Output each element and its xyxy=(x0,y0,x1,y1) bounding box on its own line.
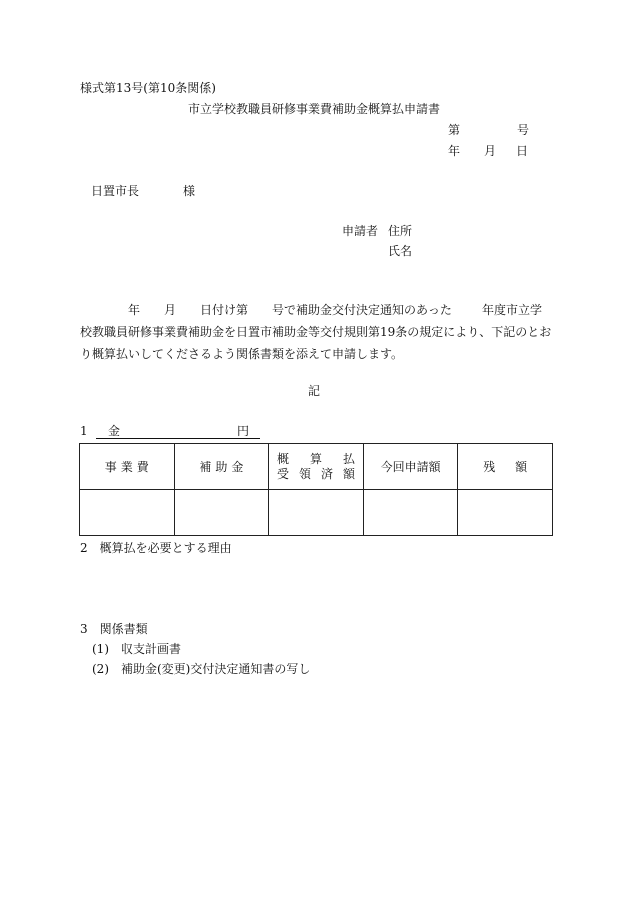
table-header-row xyxy=(80,444,553,490)
item2-reason-heading: 2 概算払を必要とする理由 xyxy=(80,541,232,555)
value-zangaku xyxy=(458,490,553,536)
header-gaisanbarai-line1: 概 算 払 xyxy=(276,451,355,466)
item3-documents-heading: 3 関係書類 xyxy=(80,622,148,636)
name-label: 氏名 xyxy=(388,244,413,258)
date-year: 年 xyxy=(448,144,461,158)
header-gaisanbarai xyxy=(269,444,364,490)
header-jigyohi-text: 事 業 費 xyxy=(104,460,149,474)
value-hojokin xyxy=(174,490,269,536)
body-month: 月 xyxy=(164,303,177,317)
ki-heading: 記 xyxy=(308,384,321,398)
value-konkai xyxy=(363,490,458,536)
header-zangaku xyxy=(458,444,553,490)
attachment-item: (2) 補助金(変更)交付決定通知書の写し xyxy=(92,662,311,676)
attachment-item: (1) 収支計画書 xyxy=(92,642,181,656)
addressee-honorific: 様 xyxy=(183,184,196,198)
doc-number-prefix: 第 xyxy=(448,123,461,137)
amount-en-label: 円 xyxy=(237,424,250,438)
table-value-row xyxy=(80,490,553,536)
body-day-prefix: 日付け第 xyxy=(200,303,249,317)
body-text-b: 年度市立学校教職員研修事業費補助金を日置市補助金等交付規則第19条の規定により、下記のとおり概算払いしてくださるよう関係書類を添えて申請します。 xyxy=(80,303,552,361)
amount-kin-label: 金 xyxy=(108,424,121,438)
header-gaisanbarai-line2: 受 領 済 額 xyxy=(276,466,355,481)
header-zangaku-text: 残 額 xyxy=(483,460,528,474)
date-day: 日 xyxy=(516,144,529,158)
item1-number: 1 xyxy=(80,424,88,438)
header-hojokin xyxy=(174,444,269,490)
address-label: 住所 xyxy=(388,224,413,238)
date-month: 月 xyxy=(484,144,497,158)
value-jigyohi xyxy=(80,490,175,536)
header-konkai: 今回申請額 xyxy=(363,444,458,490)
value-gaisanbarai xyxy=(269,490,364,536)
body-year: 年 xyxy=(128,303,141,317)
body-text-a: 号で補助金交付決定通知のあった xyxy=(272,303,452,317)
header-hojokin-text: 補 助 金 xyxy=(199,460,244,474)
doc-number-suffix: 号 xyxy=(517,123,530,137)
form-number: 様式第13号(第10条関係) xyxy=(80,81,216,95)
amount-underline xyxy=(96,423,260,439)
applicant-label: 申請者 xyxy=(342,224,379,238)
amount-table xyxy=(79,443,553,536)
header-jigyohi xyxy=(80,444,175,490)
application-body-text xyxy=(80,299,552,365)
document-title: 市立学校教職員研修事業費補助金概算払申請書 xyxy=(188,102,441,116)
addressee-name: 日置市長 xyxy=(91,184,140,198)
